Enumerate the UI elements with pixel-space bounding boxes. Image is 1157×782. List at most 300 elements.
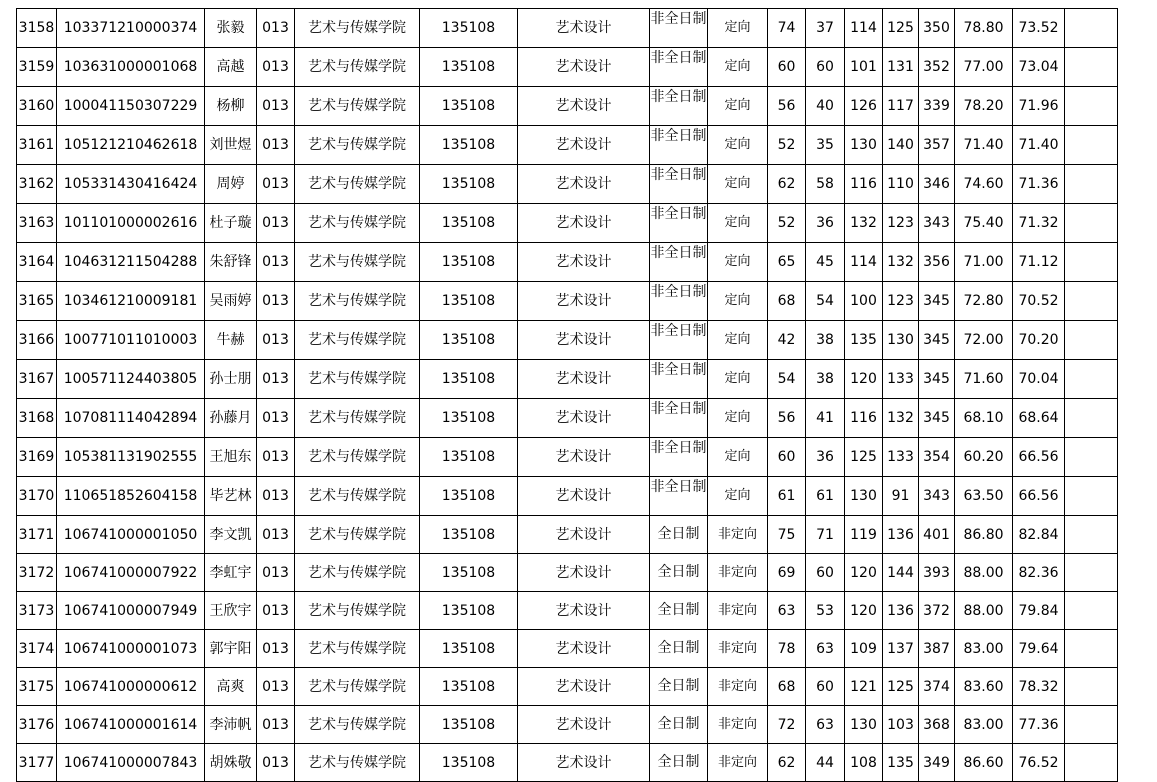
score-english-cell: 54 xyxy=(806,282,845,321)
score-english-cell: 61 xyxy=(806,477,845,516)
major-cell: 艺术设计 xyxy=(518,630,650,668)
college-code-cell: 013 xyxy=(257,706,295,744)
exam-id-cell: 106741000001073 xyxy=(57,630,205,668)
retest-score-cell: 71.60 xyxy=(955,360,1013,399)
score-politics-cell: 72 xyxy=(768,706,806,744)
major-cell: 艺术设计 xyxy=(518,554,650,592)
score-politics-cell: 65 xyxy=(768,243,806,282)
seq-cell: 3168 xyxy=(17,399,57,438)
college-code-cell: 013 xyxy=(257,48,295,87)
total-score-cell: 346 xyxy=(919,165,955,204)
seq-cell: 3162 xyxy=(17,165,57,204)
score-english-cell: 38 xyxy=(806,360,845,399)
score-english-cell: 60 xyxy=(806,48,845,87)
name-cell: 王旭东 xyxy=(205,438,257,477)
score-politics-cell: 52 xyxy=(768,126,806,165)
score-politics-cell: 56 xyxy=(768,87,806,126)
major-code-cell: 135108 xyxy=(420,48,518,87)
major-cell: 艺术设计 xyxy=(518,399,650,438)
exam-id-cell: 106741000001050 xyxy=(57,516,205,554)
direction-cell: 定向 xyxy=(708,165,768,204)
table-row xyxy=(17,630,1118,668)
note-cell xyxy=(1065,126,1118,165)
table-row xyxy=(17,9,1118,48)
score-english-cell: 35 xyxy=(806,126,845,165)
final-score-cell: 82.84 xyxy=(1013,516,1065,554)
name-cell: 孙士朋 xyxy=(205,360,257,399)
exam-id-cell: 103371210000374 xyxy=(57,9,205,48)
college-cell: 艺术与传媒学院 xyxy=(295,706,420,744)
retest-score-cell: 74.60 xyxy=(955,165,1013,204)
score-english-cell: 36 xyxy=(806,438,845,477)
study-mode-cell: 非全日制 xyxy=(650,48,708,87)
retest-score-cell: 71.00 xyxy=(955,243,1013,282)
score-politics-cell: 62 xyxy=(768,744,806,782)
study-mode-cell: 非全日制 xyxy=(650,399,708,438)
direction-cell: 定向 xyxy=(708,243,768,282)
major-cell: 艺术设计 xyxy=(518,360,650,399)
seq-cell: 3161 xyxy=(17,126,57,165)
score-english-cell: 41 xyxy=(806,399,845,438)
major-cell: 艺术设计 xyxy=(518,282,650,321)
study-mode-cell: 全日制 xyxy=(650,592,708,630)
college-cell: 艺术与传媒学院 xyxy=(295,48,420,87)
study-mode-cell: 非全日制 xyxy=(650,87,708,126)
score-politics-cell: 68 xyxy=(768,282,806,321)
score-subject2-cell: 132 xyxy=(883,243,919,282)
exam-id-cell: 103631000001068 xyxy=(57,48,205,87)
seq-cell: 3177 xyxy=(17,744,57,782)
direction-cell: 定向 xyxy=(708,399,768,438)
table-row xyxy=(17,321,1118,360)
final-score-cell: 70.04 xyxy=(1013,360,1065,399)
retest-score-cell: 86.60 xyxy=(955,744,1013,782)
total-score-cell: 352 xyxy=(919,48,955,87)
score-subject1-cell: 121 xyxy=(845,668,883,706)
exam-id-cell: 106741000007922 xyxy=(57,554,205,592)
score-subject2-cell: 91 xyxy=(883,477,919,516)
final-score-cell: 73.04 xyxy=(1013,48,1065,87)
major-code-cell: 135108 xyxy=(420,668,518,706)
exam-id-cell: 106741000001614 xyxy=(57,706,205,744)
major-code-cell: 135108 xyxy=(420,282,518,321)
table-row xyxy=(17,438,1118,477)
major-code-cell: 135108 xyxy=(420,9,518,48)
major-cell: 艺术设计 xyxy=(518,477,650,516)
exam-id-cell: 106741000007843 xyxy=(57,744,205,782)
score-subject1-cell: 125 xyxy=(845,438,883,477)
exam-id-cell: 105331430416424 xyxy=(57,165,205,204)
college-code-cell: 013 xyxy=(257,9,295,48)
direction-cell: 非定向 xyxy=(708,668,768,706)
seq-cell: 3175 xyxy=(17,668,57,706)
seq-cell: 3176 xyxy=(17,706,57,744)
score-english-cell: 63 xyxy=(806,630,845,668)
final-score-cell: 68.64 xyxy=(1013,399,1065,438)
seq-cell: 3170 xyxy=(17,477,57,516)
college-cell: 艺术与传媒学院 xyxy=(295,438,420,477)
retest-score-cell: 68.10 xyxy=(955,399,1013,438)
table-row xyxy=(17,360,1118,399)
seq-cell: 3160 xyxy=(17,87,57,126)
note-cell xyxy=(1065,706,1118,744)
direction-cell: 非定向 xyxy=(708,630,768,668)
major-code-cell: 135108 xyxy=(420,706,518,744)
college-cell: 艺术与传媒学院 xyxy=(295,126,420,165)
college-code-cell: 013 xyxy=(257,399,295,438)
table-row xyxy=(17,668,1118,706)
seq-cell: 3158 xyxy=(17,9,57,48)
final-score-cell: 66.56 xyxy=(1013,438,1065,477)
score-english-cell: 38 xyxy=(806,321,845,360)
score-subject1-cell: 116 xyxy=(845,165,883,204)
college-cell: 艺术与传媒学院 xyxy=(295,9,420,48)
score-subject2-cell: 144 xyxy=(883,554,919,592)
study-mode-cell: 全日制 xyxy=(650,668,708,706)
score-subject1-cell: 100 xyxy=(845,282,883,321)
name-cell: 李虹宇 xyxy=(205,554,257,592)
study-mode-cell: 非全日制 xyxy=(650,126,708,165)
score-subject1-cell: 130 xyxy=(845,477,883,516)
direction-cell: 非定向 xyxy=(708,554,768,592)
retest-score-cell: 86.80 xyxy=(955,516,1013,554)
major-cell: 艺术设计 xyxy=(518,438,650,477)
name-cell: 孙藤月 xyxy=(205,399,257,438)
major-code-cell: 135108 xyxy=(420,204,518,243)
retest-score-cell: 83.00 xyxy=(955,706,1013,744)
score-subject2-cell: 110 xyxy=(883,165,919,204)
final-score-cell: 82.36 xyxy=(1013,554,1065,592)
college-code-cell: 013 xyxy=(257,630,295,668)
name-cell: 杨柳 xyxy=(205,87,257,126)
score-subject1-cell: 126 xyxy=(845,87,883,126)
retest-score-cell: 77.00 xyxy=(955,48,1013,87)
major-cell: 艺术设计 xyxy=(518,243,650,282)
direction-cell: 定向 xyxy=(708,126,768,165)
score-subject1-cell: 119 xyxy=(845,516,883,554)
total-score-cell: 343 xyxy=(919,477,955,516)
table-row xyxy=(17,126,1118,165)
table-row xyxy=(17,399,1118,438)
major-code-cell: 135108 xyxy=(420,592,518,630)
score-politics-cell: 62 xyxy=(768,165,806,204)
direction-cell: 定向 xyxy=(708,360,768,399)
score-subject1-cell: 120 xyxy=(845,554,883,592)
name-cell: 毕艺林 xyxy=(205,477,257,516)
total-score-cell: 387 xyxy=(919,630,955,668)
exam-id-cell: 106741000000612 xyxy=(57,668,205,706)
major-code-cell: 135108 xyxy=(420,630,518,668)
score-subject2-cell: 131 xyxy=(883,48,919,87)
score-politics-cell: 42 xyxy=(768,321,806,360)
note-cell xyxy=(1065,48,1118,87)
college-cell: 艺术与传媒学院 xyxy=(295,87,420,126)
score-english-cell: 45 xyxy=(806,243,845,282)
college-cell: 艺术与传媒学院 xyxy=(295,360,420,399)
total-score-cell: 374 xyxy=(919,668,955,706)
score-politics-cell: 68 xyxy=(768,668,806,706)
score-subject1-cell: 130 xyxy=(845,706,883,744)
final-score-cell: 79.64 xyxy=(1013,630,1065,668)
note-cell xyxy=(1065,9,1118,48)
seq-cell: 3173 xyxy=(17,592,57,630)
direction-cell: 定向 xyxy=(708,9,768,48)
name-cell: 杜子璇 xyxy=(205,204,257,243)
score-subject1-cell: 132 xyxy=(845,204,883,243)
score-subject2-cell: 117 xyxy=(883,87,919,126)
major-code-cell: 135108 xyxy=(420,126,518,165)
final-score-cell: 71.36 xyxy=(1013,165,1065,204)
table-row xyxy=(17,706,1118,744)
major-cell: 艺术设计 xyxy=(518,9,650,48)
college-code-cell: 013 xyxy=(257,744,295,782)
score-subject2-cell: 133 xyxy=(883,360,919,399)
retest-score-cell: 88.00 xyxy=(955,554,1013,592)
table-row xyxy=(17,87,1118,126)
score-subject2-cell: 125 xyxy=(883,9,919,48)
score-subject2-cell: 123 xyxy=(883,282,919,321)
note-cell xyxy=(1065,399,1118,438)
score-politics-cell: 75 xyxy=(768,516,806,554)
note-cell xyxy=(1065,630,1118,668)
study-mode-cell: 全日制 xyxy=(650,630,708,668)
total-score-cell: 349 xyxy=(919,744,955,782)
college-cell: 艺术与传媒学院 xyxy=(295,477,420,516)
total-score-cell: 354 xyxy=(919,438,955,477)
total-score-cell: 345 xyxy=(919,360,955,399)
final-score-cell: 76.52 xyxy=(1013,744,1065,782)
seq-cell: 3165 xyxy=(17,282,57,321)
score-subject2-cell: 137 xyxy=(883,630,919,668)
name-cell: 王欣宇 xyxy=(205,592,257,630)
study-mode-cell: 非全日制 xyxy=(650,243,708,282)
score-subject2-cell: 135 xyxy=(883,744,919,782)
name-cell: 李文凯 xyxy=(205,516,257,554)
note-cell xyxy=(1065,438,1118,477)
college-code-cell: 013 xyxy=(257,592,295,630)
exam-id-cell: 100771011010003 xyxy=(57,321,205,360)
final-score-cell: 77.36 xyxy=(1013,706,1065,744)
exam-id-cell: 107081114042894 xyxy=(57,399,205,438)
college-cell: 艺术与传媒学院 xyxy=(295,554,420,592)
total-score-cell: 350 xyxy=(919,9,955,48)
direction-cell: 非定向 xyxy=(708,516,768,554)
final-score-cell: 66.56 xyxy=(1013,477,1065,516)
study-mode-cell: 非全日制 xyxy=(650,321,708,360)
study-mode-cell: 非全日制 xyxy=(650,282,708,321)
score-english-cell: 53 xyxy=(806,592,845,630)
name-cell: 牛赫 xyxy=(205,321,257,360)
name-cell: 胡姝敬 xyxy=(205,744,257,782)
score-subject1-cell: 109 xyxy=(845,630,883,668)
score-subject2-cell: 140 xyxy=(883,126,919,165)
name-cell: 张毅 xyxy=(205,9,257,48)
college-cell: 艺术与传媒学院 xyxy=(295,516,420,554)
major-code-cell: 135108 xyxy=(420,554,518,592)
seq-cell: 3166 xyxy=(17,321,57,360)
college-cell: 艺术与传媒学院 xyxy=(295,630,420,668)
exam-id-cell: 100571124403805 xyxy=(57,360,205,399)
total-score-cell: 343 xyxy=(919,204,955,243)
study-mode-cell: 非全日制 xyxy=(650,360,708,399)
major-code-cell: 135108 xyxy=(420,399,518,438)
direction-cell: 定向 xyxy=(708,477,768,516)
final-score-cell: 79.84 xyxy=(1013,592,1065,630)
major-code-cell: 135108 xyxy=(420,360,518,399)
major-cell: 艺术设计 xyxy=(518,321,650,360)
name-cell: 刘世煜 xyxy=(205,126,257,165)
study-mode-cell: 全日制 xyxy=(650,516,708,554)
score-english-cell: 60 xyxy=(806,554,845,592)
exam-id-cell: 105121210462618 xyxy=(57,126,205,165)
score-subject2-cell: 136 xyxy=(883,516,919,554)
college-cell: 艺术与传媒学院 xyxy=(295,165,420,204)
direction-cell: 定向 xyxy=(708,48,768,87)
college-code-cell: 013 xyxy=(257,165,295,204)
seq-cell: 3172 xyxy=(17,554,57,592)
note-cell xyxy=(1065,744,1118,782)
college-code-cell: 013 xyxy=(257,243,295,282)
total-score-cell: 368 xyxy=(919,706,955,744)
retest-score-cell: 72.80 xyxy=(955,282,1013,321)
note-cell xyxy=(1065,165,1118,204)
college-code-cell: 013 xyxy=(257,668,295,706)
college-code-cell: 013 xyxy=(257,516,295,554)
score-politics-cell: 52 xyxy=(768,204,806,243)
score-subject1-cell: 130 xyxy=(845,126,883,165)
score-politics-cell: 61 xyxy=(768,477,806,516)
name-cell: 周婷 xyxy=(205,165,257,204)
direction-cell: 定向 xyxy=(708,321,768,360)
retest-score-cell: 71.40 xyxy=(955,126,1013,165)
major-code-cell: 135108 xyxy=(420,438,518,477)
college-code-cell: 013 xyxy=(257,321,295,360)
college-code-cell: 013 xyxy=(257,438,295,477)
score-subject1-cell: 120 xyxy=(845,360,883,399)
score-english-cell: 36 xyxy=(806,204,845,243)
study-mode-cell: 非全日制 xyxy=(650,165,708,204)
final-score-cell: 71.40 xyxy=(1013,126,1065,165)
score-subject1-cell: 120 xyxy=(845,592,883,630)
score-subject2-cell: 130 xyxy=(883,321,919,360)
admission-score-table xyxy=(16,8,1118,782)
score-subject2-cell: 136 xyxy=(883,592,919,630)
note-cell xyxy=(1065,668,1118,706)
total-score-cell: 356 xyxy=(919,243,955,282)
college-cell: 艺术与传媒学院 xyxy=(295,204,420,243)
major-cell: 艺术设计 xyxy=(518,592,650,630)
major-cell: 艺术设计 xyxy=(518,204,650,243)
table-row xyxy=(17,165,1118,204)
major-cell: 艺术设计 xyxy=(518,516,650,554)
major-cell: 艺术设计 xyxy=(518,48,650,87)
score-english-cell: 63 xyxy=(806,706,845,744)
seq-cell: 3164 xyxy=(17,243,57,282)
score-english-cell: 37 xyxy=(806,9,845,48)
major-code-cell: 135108 xyxy=(420,516,518,554)
note-cell xyxy=(1065,87,1118,126)
college-code-cell: 013 xyxy=(257,282,295,321)
score-politics-cell: 74 xyxy=(768,9,806,48)
score-politics-cell: 78 xyxy=(768,630,806,668)
score-subject1-cell: 114 xyxy=(845,243,883,282)
total-score-cell: 393 xyxy=(919,554,955,592)
study-mode-cell: 全日制 xyxy=(650,554,708,592)
study-mode-cell: 非全日制 xyxy=(650,9,708,48)
direction-cell: 定向 xyxy=(708,87,768,126)
table-body xyxy=(17,9,1118,782)
score-english-cell: 60 xyxy=(806,668,845,706)
direction-cell: 非定向 xyxy=(708,744,768,782)
table-row xyxy=(17,516,1118,554)
direction-cell: 非定向 xyxy=(708,592,768,630)
college-cell: 艺术与传媒学院 xyxy=(295,243,420,282)
major-code-cell: 135108 xyxy=(420,744,518,782)
table-row xyxy=(17,282,1118,321)
note-cell xyxy=(1065,321,1118,360)
score-english-cell: 44 xyxy=(806,744,845,782)
score-subject2-cell: 103 xyxy=(883,706,919,744)
major-cell: 艺术设计 xyxy=(518,706,650,744)
score-subject1-cell: 108 xyxy=(845,744,883,782)
total-score-cell: 372 xyxy=(919,592,955,630)
final-score-cell: 71.12 xyxy=(1013,243,1065,282)
final-score-cell: 78.32 xyxy=(1013,668,1065,706)
seq-cell: 3167 xyxy=(17,360,57,399)
score-subject2-cell: 133 xyxy=(883,438,919,477)
seq-cell: 3159 xyxy=(17,48,57,87)
college-cell: 艺术与传媒学院 xyxy=(295,744,420,782)
table-row xyxy=(17,744,1118,782)
study-mode-cell: 非全日制 xyxy=(650,204,708,243)
note-cell xyxy=(1065,592,1118,630)
retest-score-cell: 75.40 xyxy=(955,204,1013,243)
table-row xyxy=(17,243,1118,282)
exam-id-cell: 104631211504288 xyxy=(57,243,205,282)
seq-cell: 3174 xyxy=(17,630,57,668)
table-row xyxy=(17,204,1118,243)
major-code-cell: 135108 xyxy=(420,477,518,516)
college-code-cell: 013 xyxy=(257,360,295,399)
name-cell: 高爽 xyxy=(205,668,257,706)
retest-score-cell: 60.20 xyxy=(955,438,1013,477)
score-subject1-cell: 116 xyxy=(845,399,883,438)
exam-id-cell: 106741000007949 xyxy=(57,592,205,630)
name-cell: 吴雨婷 xyxy=(205,282,257,321)
table-row xyxy=(17,592,1118,630)
score-subject1-cell: 114 xyxy=(845,9,883,48)
score-politics-cell: 60 xyxy=(768,438,806,477)
retest-score-cell: 72.00 xyxy=(955,321,1013,360)
retest-score-cell: 88.00 xyxy=(955,592,1013,630)
retest-score-cell: 83.00 xyxy=(955,630,1013,668)
name-cell: 郭宇阳 xyxy=(205,630,257,668)
major-cell: 艺术设计 xyxy=(518,668,650,706)
name-cell: 高越 xyxy=(205,48,257,87)
total-score-cell: 401 xyxy=(919,516,955,554)
final-score-cell: 71.96 xyxy=(1013,87,1065,126)
study-mode-cell: 全日制 xyxy=(650,744,708,782)
major-cell: 艺术设计 xyxy=(518,744,650,782)
score-english-cell: 71 xyxy=(806,516,845,554)
major-code-cell: 135108 xyxy=(420,321,518,360)
note-cell xyxy=(1065,554,1118,592)
table-row xyxy=(17,554,1118,592)
score-politics-cell: 54 xyxy=(768,360,806,399)
name-cell: 朱舒锋 xyxy=(205,243,257,282)
exam-id-cell: 100041150307229 xyxy=(57,87,205,126)
study-mode-cell: 全日制 xyxy=(650,706,708,744)
